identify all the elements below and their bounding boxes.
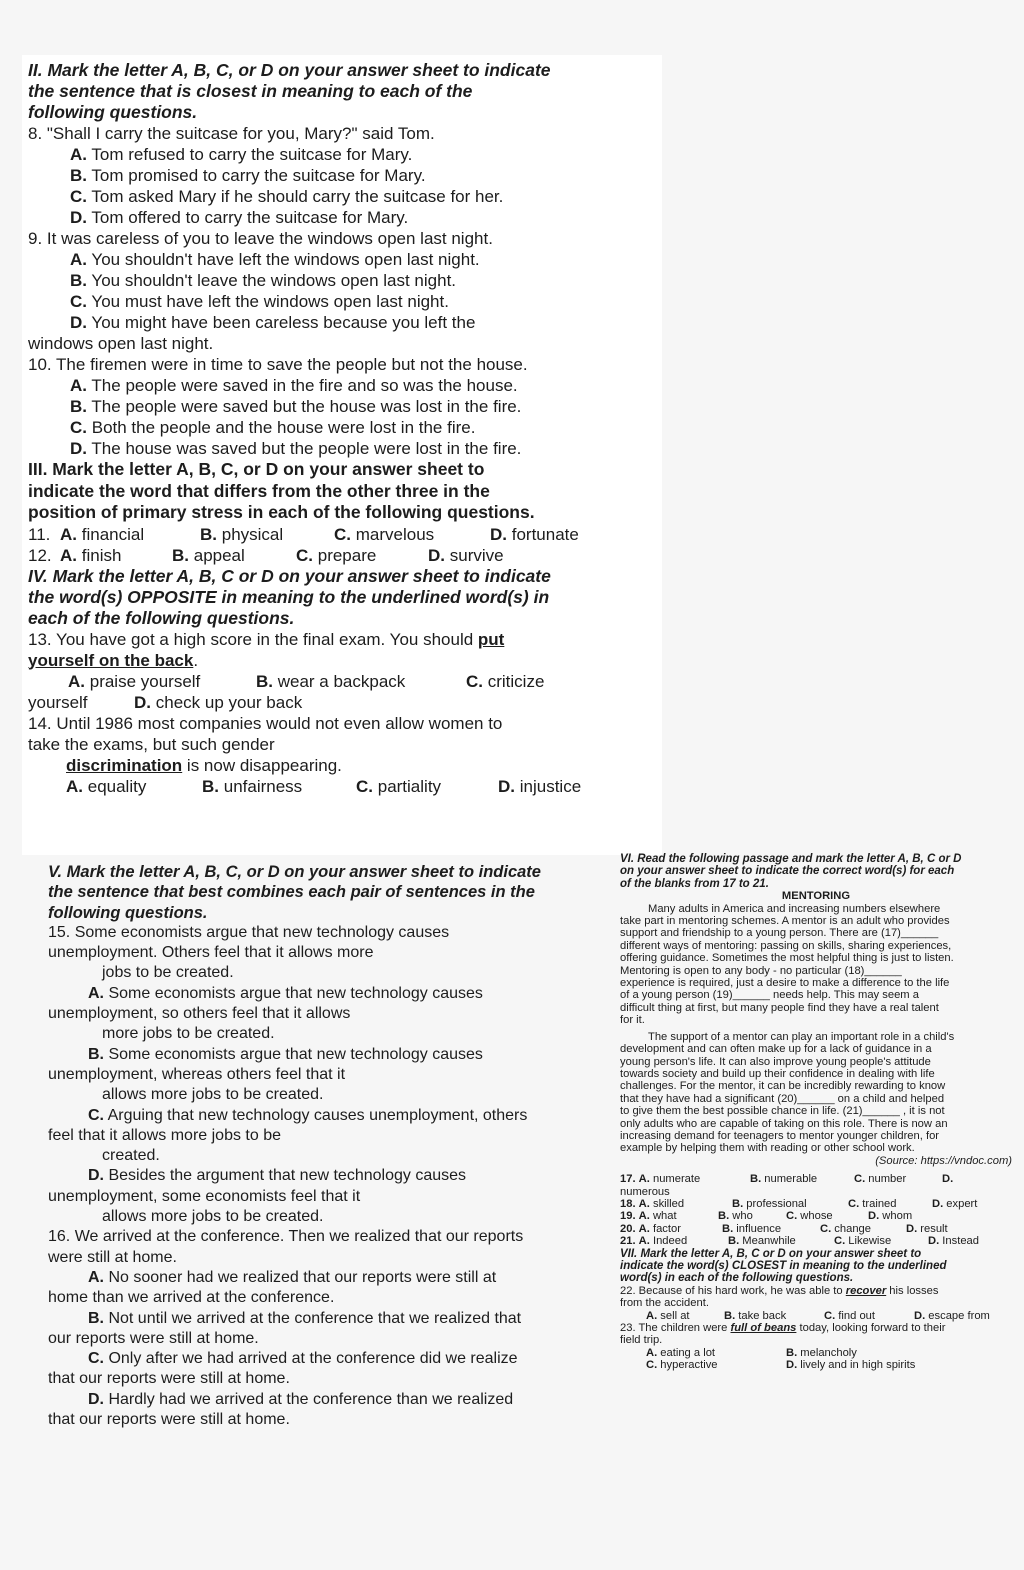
question-15-stem: 15. Some economists argue that new technology causes unemployment. Others feel that it allows more jobs to be created. xyxy=(48,923,450,982)
section-5-header-line: following questions. xyxy=(48,903,208,922)
question-16-option-c[interactable]: C. Only after we had arrived at the conference did we realize that our reports were still at home. xyxy=(48,1350,518,1388)
passage-line: young person's life. It can also improve young people's attitude xyxy=(620,1055,931,1068)
passage-line: experience is required, just a desire to make a difference to the life xyxy=(620,977,950,990)
question-9-stem: 9. It was careless of you to leave the windows open last night. xyxy=(28,229,493,248)
question-17-option-d[interactable]: D. xyxy=(942,1173,954,1186)
section-2-header-line: following questions. xyxy=(28,102,198,122)
question-14-option-a[interactable]: A. equality xyxy=(66,776,147,796)
passage-line: difficult thing at first, but many people find they have a real talent xyxy=(620,1001,939,1014)
section-2-header xyxy=(28,60,628,123)
section-2-header-line: II. Mark the letter A, B, C, or D on your answer sheet to indicate xyxy=(28,60,551,80)
question-21-option-b[interactable]: B. Meanwhile xyxy=(728,1235,796,1248)
question-21-option-d[interactable]: D. Instead xyxy=(928,1235,979,1248)
question-16-option-a[interactable]: A. No sooner had we realized that our reports were still at home than we arrived at the conference. xyxy=(48,1268,497,1307)
question-19-option-d[interactable]: D. whom xyxy=(868,1210,913,1223)
question-19 xyxy=(620,1210,1012,1222)
question-17-option-b[interactable]: B. numerable xyxy=(750,1173,818,1186)
passage-line: offering guidance. Sometimes the most helpful thing is just to listen. xyxy=(620,952,954,965)
question-15-option-d[interactable]: D. Besides the argument that new technology causes unemployment, some economists feel that it allows more jobs to be created. xyxy=(48,1167,467,1226)
passage-title: MENTORING xyxy=(781,890,851,903)
question-15-option-c[interactable]: C. Arguing that new technology causes unemployment, others feel that it allows more jobs to be created. xyxy=(48,1106,528,1165)
question-10-option-d[interactable]: D. The house was saved but the people were lost in the fire. xyxy=(70,439,522,458)
question-22-option-d[interactable]: D. escape from xyxy=(914,1309,990,1322)
passage-line: Many adults in America and increasing numbers elsewhere xyxy=(648,902,941,915)
question-13-options xyxy=(28,671,628,692)
question-9-option-b[interactable]: B. You shouldn't leave the windows open last night. xyxy=(70,271,457,290)
passage-line: take part in mentoring schemes. A mentor is an adult who provides xyxy=(620,915,950,928)
question-13-option-d[interactable]: D. check up your back xyxy=(134,692,303,712)
section-6-header-line: of the blanks from 17 to 21. xyxy=(620,877,769,890)
question-12 xyxy=(28,545,628,566)
question-19-option-b[interactable]: B. who xyxy=(718,1210,753,1223)
question-9-option-d-cont: windows open last night. xyxy=(28,334,214,353)
question-21 xyxy=(620,1235,1012,1247)
question-13-option-b[interactable]: B. wear a backpack xyxy=(256,671,406,691)
section-3-header-line: indicate the word that differs from the other three in the xyxy=(28,480,490,501)
question-20 xyxy=(620,1223,1012,1235)
question-11-option-b[interactable]: B. physical xyxy=(200,524,284,544)
passage-source: (Source: https://vndoc.com) xyxy=(875,1154,1012,1167)
question-17-option-a[interactable]: 17. A. numerate xyxy=(620,1173,701,1186)
question-9-option-c[interactable]: C. You must have left the windows open last night. xyxy=(70,292,449,311)
question-22-stem: 22. Because of his hard work, he was able to recover his losses from the accident. xyxy=(620,1284,939,1310)
question-20-option-c[interactable]: C. change xyxy=(820,1222,872,1235)
passage-line: of a young person (19)______ needs help. This may seem a xyxy=(620,989,919,1002)
question-21-option-c[interactable]: C. Likewise xyxy=(834,1235,892,1248)
section-5-header-line: V. Mark the letter A, B, C, or D on your answer sheet to indicate xyxy=(48,863,541,881)
question-8-option-b[interactable]: B. Tom promised to carry the suitcase for Mary. xyxy=(70,166,426,185)
question-16-option-d[interactable]: D. Hardly had we arrived at the conference than we realized that our reports were still at home. xyxy=(48,1390,514,1429)
question-21-option-a[interactable]: 21. A. Indeed xyxy=(620,1235,688,1248)
section-3-header-line: position of primary stress in each of the following questions. xyxy=(28,502,535,522)
question-19-option-a[interactable]: 19. A. what xyxy=(620,1210,677,1223)
question-10-option-c[interactable]: C. Both the people and the house were lost in the fire. xyxy=(70,418,476,437)
question-23-option-c[interactable]: C. hyperactive xyxy=(646,1359,718,1372)
question-12-option-b[interactable]: B. appeal xyxy=(172,545,245,565)
section-4-header xyxy=(28,566,628,629)
bottom-left-column xyxy=(48,862,588,1430)
question-12-option-a[interactable]: A. finish xyxy=(60,545,122,565)
passage-line: for it. xyxy=(620,1014,645,1027)
passage-line: example by helping them with reading or other school work. xyxy=(620,1142,915,1155)
question-9-option-a[interactable]: A. You shouldn't have left the windows open last night. xyxy=(70,250,480,269)
question-15-option-a[interactable]: A. Some economists argue that new technology causes unemployment, so others feel that it allows more jobs to be created. xyxy=(48,984,483,1043)
question-10-stem: 10. The firemen were in time to save the people but not the house. xyxy=(28,355,528,374)
question-18 xyxy=(620,1198,1012,1210)
question-14-stem: 14. Until 1986 most companies would not even allow women to take the exams, but such gender discrimination is now disappearing. xyxy=(28,713,503,775)
question-8-option-d[interactable]: D. Tom offered to carry the suitcase for Mary. xyxy=(70,208,409,227)
top-column xyxy=(28,60,628,797)
section-3-header xyxy=(28,459,628,524)
question-10-option-a[interactable]: A. The people were saved in the fire and so was the house. xyxy=(70,376,518,395)
question-15-option-b[interactable]: B. Some economists argue that new technology causes unemployment, whereas others feel that it allows more jobs to be created. xyxy=(48,1045,483,1104)
question-10-option-b[interactable]: B. The people were saved but the house was lost in the fire. xyxy=(70,397,522,416)
question-8-option-c[interactable]: C. Tom asked Mary if he should carry the suitcase for her. xyxy=(70,187,504,206)
section-6-header-line: VI. Read the following passage and mark the letter A, B, C or D xyxy=(620,853,962,865)
passage-line: support and friendship to a young person. There are (17)______ xyxy=(620,927,939,940)
passage-line: The support of a mentor can play an important role in a child's xyxy=(648,1030,955,1043)
section-5-header xyxy=(48,862,588,923)
question-18-option-a[interactable]: 18. A. skilled xyxy=(620,1197,685,1210)
question-17 xyxy=(620,1173,1012,1185)
question-23-option-d[interactable]: D. lively and in high spirits xyxy=(786,1359,916,1372)
passage-paragraph-1 xyxy=(620,903,1012,1027)
section-7-header-line: VII. Mark the letter A, B, C or D on your answer sheet to xyxy=(620,1247,922,1260)
question-20-option-d[interactable]: D. result xyxy=(906,1222,948,1235)
question-22-option-b[interactable]: B. take back xyxy=(724,1309,787,1322)
question-20-option-a[interactable]: 20. A. factor xyxy=(620,1222,681,1235)
section-4-header-line: each of the following questions. xyxy=(28,607,295,628)
passage-line: Mentoring is open to any body - no particular (18)______ xyxy=(620,964,902,977)
question-18-option-c[interactable]: C. trained xyxy=(848,1197,897,1210)
question-17-option-d-text: numerous xyxy=(620,1185,670,1198)
question-22-option-a[interactable]: A. sell at xyxy=(646,1309,690,1322)
section-4-header-line: the word(s) OPPOSITE in meaning to the underlined word(s) in xyxy=(28,586,550,607)
question-11-option-d[interactable]: D. fortunate xyxy=(490,524,579,544)
passage-paragraph-2 xyxy=(620,1031,1012,1155)
question-13-option-c[interactable]: C. criticize xyxy=(466,671,545,691)
question-8-option-a[interactable]: A. Tom refused to carry the suitcase for Mary. xyxy=(70,145,413,164)
question-number: 12. xyxy=(28,545,52,565)
question-23-option-a[interactable]: A. eating a lot xyxy=(646,1346,716,1359)
question-23-options-2 xyxy=(620,1359,1012,1371)
question-17-option-c[interactable]: C. number xyxy=(854,1173,907,1186)
passage-line: increasing demand for teenagers to mentor younger children, for xyxy=(620,1129,940,1142)
question-13-options-2 xyxy=(28,692,628,713)
question-23-option-b[interactable]: B. melancholy xyxy=(786,1346,857,1359)
passage-line: development and can often make up for a lack of guidance in a xyxy=(620,1043,932,1056)
question-23-stem: 23. The children were full of beans today, looking forward to their field trip. xyxy=(620,1322,946,1347)
question-13-option-c-cont: yourself xyxy=(28,692,88,712)
question-20-option-b[interactable]: B. influence xyxy=(722,1222,782,1235)
passage-line: only adults who are capable of taking on this role. There is now an xyxy=(620,1117,948,1130)
question-11-option-a[interactable]: A. financial xyxy=(60,524,145,544)
passage-line: different ways of mentoring: passing on skills, sharing experiences, xyxy=(620,939,952,952)
section-7-header-line: word(s) in each of the following questions. xyxy=(620,1272,854,1285)
question-14-option-b[interactable]: B. unfairness xyxy=(202,776,303,796)
question-18-option-d[interactable]: D. expert xyxy=(932,1197,978,1210)
passage-line: towards society and build up their confidence in dealing with life xyxy=(620,1067,935,1080)
question-16-stem: 16. We arrived at the conference. Then we realized that our reports were still at home. xyxy=(48,1228,524,1266)
passage-line: to give them the best possible chance in life. (21)______ , it is not xyxy=(620,1105,945,1118)
question-16-option-b[interactable]: B. Not until we arrived at the conference that we realized that our reports were still at home. xyxy=(48,1309,522,1347)
question-14-options xyxy=(28,776,628,797)
question-13-stem: 13. You have got a high score in the final exam. You should put yourself on the back. xyxy=(28,629,505,670)
question-19-option-c[interactable]: C. whose xyxy=(786,1210,833,1223)
section-6-header xyxy=(620,853,1012,890)
section-4-header-line: IV. Mark the letter A, B, C or D on your answer sheet to indicate xyxy=(28,565,551,586)
passage-line: that they have had a significant (20)______ on a child and helped xyxy=(620,1092,945,1105)
question-22-options xyxy=(620,1310,1012,1322)
question-12-option-c[interactable]: C. prepare xyxy=(296,545,377,565)
section-7-header-line: indicate the word(s) CLOSEST in meaning to the underlined xyxy=(620,1260,947,1272)
question-number: 11. xyxy=(28,524,51,544)
section-2-header-line: the sentence that is closest in meaning to each of the xyxy=(28,81,473,101)
bottom-right-column xyxy=(620,853,1012,1372)
section-3-header-line: III. Mark the letter A, B, C, or D on your answer sheet to xyxy=(28,459,485,479)
question-23-options-1 xyxy=(620,1347,1012,1359)
question-11 xyxy=(28,524,628,545)
question-14-option-d[interactable]: D. injustice xyxy=(498,776,582,796)
question-18-option-b[interactable]: B. professional xyxy=(732,1197,807,1210)
question-8-stem: 8. "Shall I carry the suitcase for you, Mary?" said Tom. xyxy=(28,124,435,143)
section-5-header-line: the sentence that best combines each pair of sentences in the xyxy=(48,883,535,902)
passage-line: challenges. For the mentor, it can be incredibly rewarding to know xyxy=(620,1080,946,1093)
question-14-option-c[interactable]: C. partiality xyxy=(356,776,442,796)
question-11-option-c[interactable]: C. marvelous xyxy=(334,524,435,544)
question-9-option-d[interactable]: D. You might have been careless because you left the xyxy=(70,313,476,332)
question-12-option-d[interactable]: D. survive xyxy=(428,545,504,565)
question-13-option-a[interactable]: A. praise yourself xyxy=(68,671,201,691)
section-7-header xyxy=(620,1248,1012,1285)
question-22-option-c[interactable]: C. find out xyxy=(824,1309,875,1322)
section-6-header-line: on your answer sheet to indicate the correct word(s) for each xyxy=(620,865,955,878)
